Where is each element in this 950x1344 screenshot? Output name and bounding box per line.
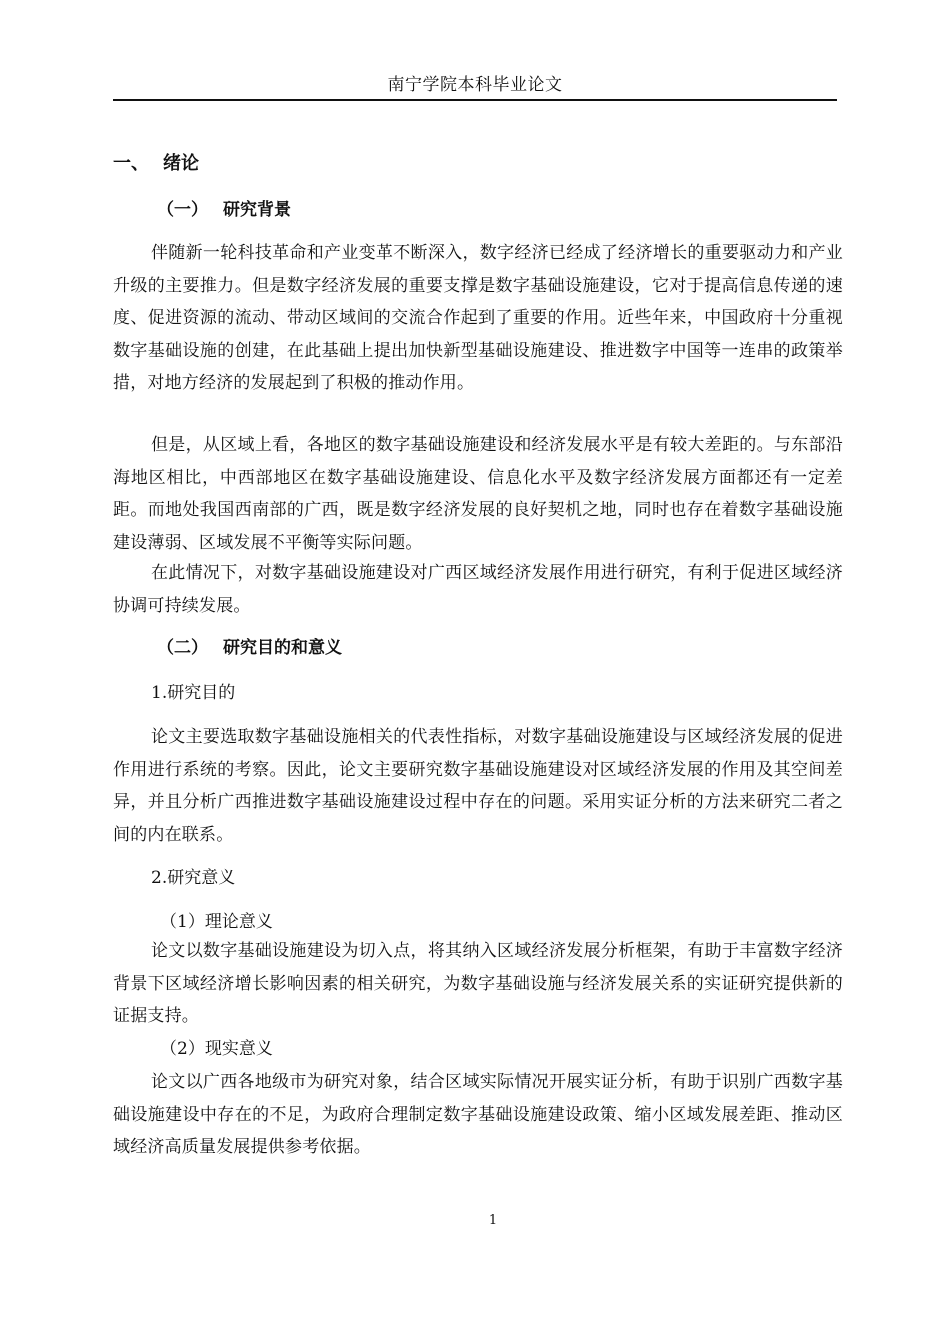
paragraph-theory: 论文以数字基础设施建设为切入点，将其纳入区域经济发展分析框架，有助于丰富数字经济背景下区域经济增长影响因素的相关研究，为数字基础设施与经济发展关系的实证研究提供新的证据支持。 <box>113 941 843 1026</box>
header-divider <box>113 99 837 101</box>
page-number: 1 <box>488 1213 498 1228</box>
running-header: 南宁学院本科毕业论文 <box>387 75 563 95</box>
paragraph-practice: 论文以广西各地级市为研究对象，结合区域实际情况开展实证分析，有助于识别广西数字基础设施建设中存在的不足，为政府合理制定数字基础设施建设政策、缩小区域发展差距、推动区域经济高质量发展提供参考依据。 <box>113 1072 843 1157</box>
section-title: 研究目的和意义 <box>223 638 342 658</box>
section-heading-background <box>157 197 291 223</box>
paragraph-background-3: 在此情况下，对数字基础设施建设对广西区域经济发展作用进行研究，有利于促进区域经济协调可持续发展。 <box>113 563 843 616</box>
paragraph-purpose: 论文主要选取数字基础设施相关的代表性指标，对数字基础设施建设与区域经济发展的促进作用进行系统的考察。因此，论文主要研究数字基础设施建设对区域经济发展的作用及其空间差异，并且分析广西推进数字基础设施建设过程中存在的问题。采用实证分析的方法来研究二者之间的内在联系。 <box>113 727 843 845</box>
section-number: （二） <box>157 638 208 658</box>
subheading-practice: （2）现实意义 <box>160 1039 273 1059</box>
section-heading-purpose <box>157 635 342 661</box>
subheading-theory: （1）理论意义 <box>160 912 273 932</box>
paragraph-background-2: 但是，从区域上看，各地区的数字基础设施建设和经济发展水平是有较大差距的。与东部沿海地区相比，中西部地区在数字基础设施建设、信息化水平及数字经济发展方面都还有一定差距。而地处我国西南部的广西，既是数字经济发展的良好契机之地，同时也存在着数字基础设施建设薄弱、区域发展不平衡等实际问题。 <box>113 435 843 553</box>
section-number: （一） <box>157 200 208 220</box>
subheading-significance: 2.研究意义 <box>151 868 236 888</box>
chapter-title: 绪论 <box>163 153 199 174</box>
chapter-heading <box>113 151 199 177</box>
section-title: 研究背景 <box>223 200 291 220</box>
paragraph-background-1: 伴随新一轮科技革命和产业变革不断深入，数字经济已经成了经济增长的重要驱动力和产业升级的主要推力。但是数字经济发展的重要支撑是数字基础设施建设，它对于提高信息传递的速度、促进资源的流动、带动区域间的交流合作起到了重要的作用。近些年来，中国政府十分重视数字基础设施的创建，在此基础上提出加快新型基础设施建设、推进数字中国等一连串的政策举措，对地方经济的发展起到了积极的推动作用。 <box>113 243 843 393</box>
subheading-purpose: 1.研究目的 <box>151 683 236 703</box>
chapter-number: 一、 <box>113 153 149 174</box>
